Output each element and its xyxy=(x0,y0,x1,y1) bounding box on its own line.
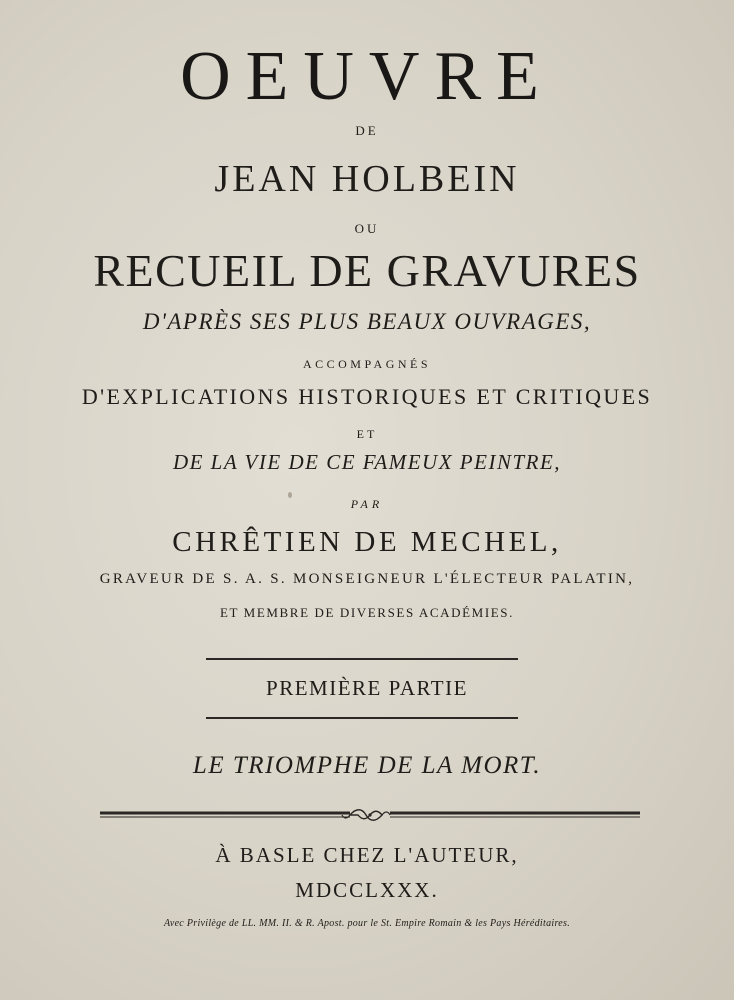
life-line: DE LA VIE DE CE FAMEUX PEINTRE, xyxy=(172,450,562,474)
explanations-line: D'EXPLICATIONS HISTORIQUES ET CRITIQUES xyxy=(81,384,653,409)
connector-ou: OU xyxy=(354,221,380,236)
engraver-title: GRAVEUR DE S. A. S. MONSEIGNEUR L'ÉLECTEUR PALATIN, xyxy=(99,571,635,587)
membership-line: ET MEMBRE DE DIVERSES ACADÉMIES. xyxy=(219,605,514,620)
top-rule xyxy=(206,658,518,660)
main-title: OEUVRE xyxy=(180,38,554,115)
bottom-rule xyxy=(206,717,518,719)
publication-year: MDCCLXXX. xyxy=(295,878,439,902)
ornamental-rule xyxy=(100,806,640,824)
collection-title: RECUEIL DE GRAVURES xyxy=(93,245,641,296)
work-title: LE TRIOMPHE DE LA MORT. xyxy=(192,752,542,779)
author-name: JEAN HOLBEIN xyxy=(214,158,520,200)
imprint-line: À BASLE CHEZ L'AUTEUR, xyxy=(215,843,519,867)
connector-accompagnes: ACCOMPAGNÉS xyxy=(302,357,432,371)
connector-de: DE xyxy=(355,123,379,138)
subtitle: D'APRÈS SES PLUS BEAUX OUVRAGES, xyxy=(142,309,592,334)
privilege-note: Avec Privilège de LL. MM. II. & R. Apost. pour le St. Empire Romain & les Pays Héréditaires. xyxy=(163,918,571,929)
connector-et: ET xyxy=(356,427,378,441)
engraver-name: CHRÊTIEN DE MECHEL, xyxy=(172,526,562,558)
part-label: PREMIÈRE PARTIE xyxy=(266,676,468,700)
connector-par: PAR xyxy=(350,497,384,511)
